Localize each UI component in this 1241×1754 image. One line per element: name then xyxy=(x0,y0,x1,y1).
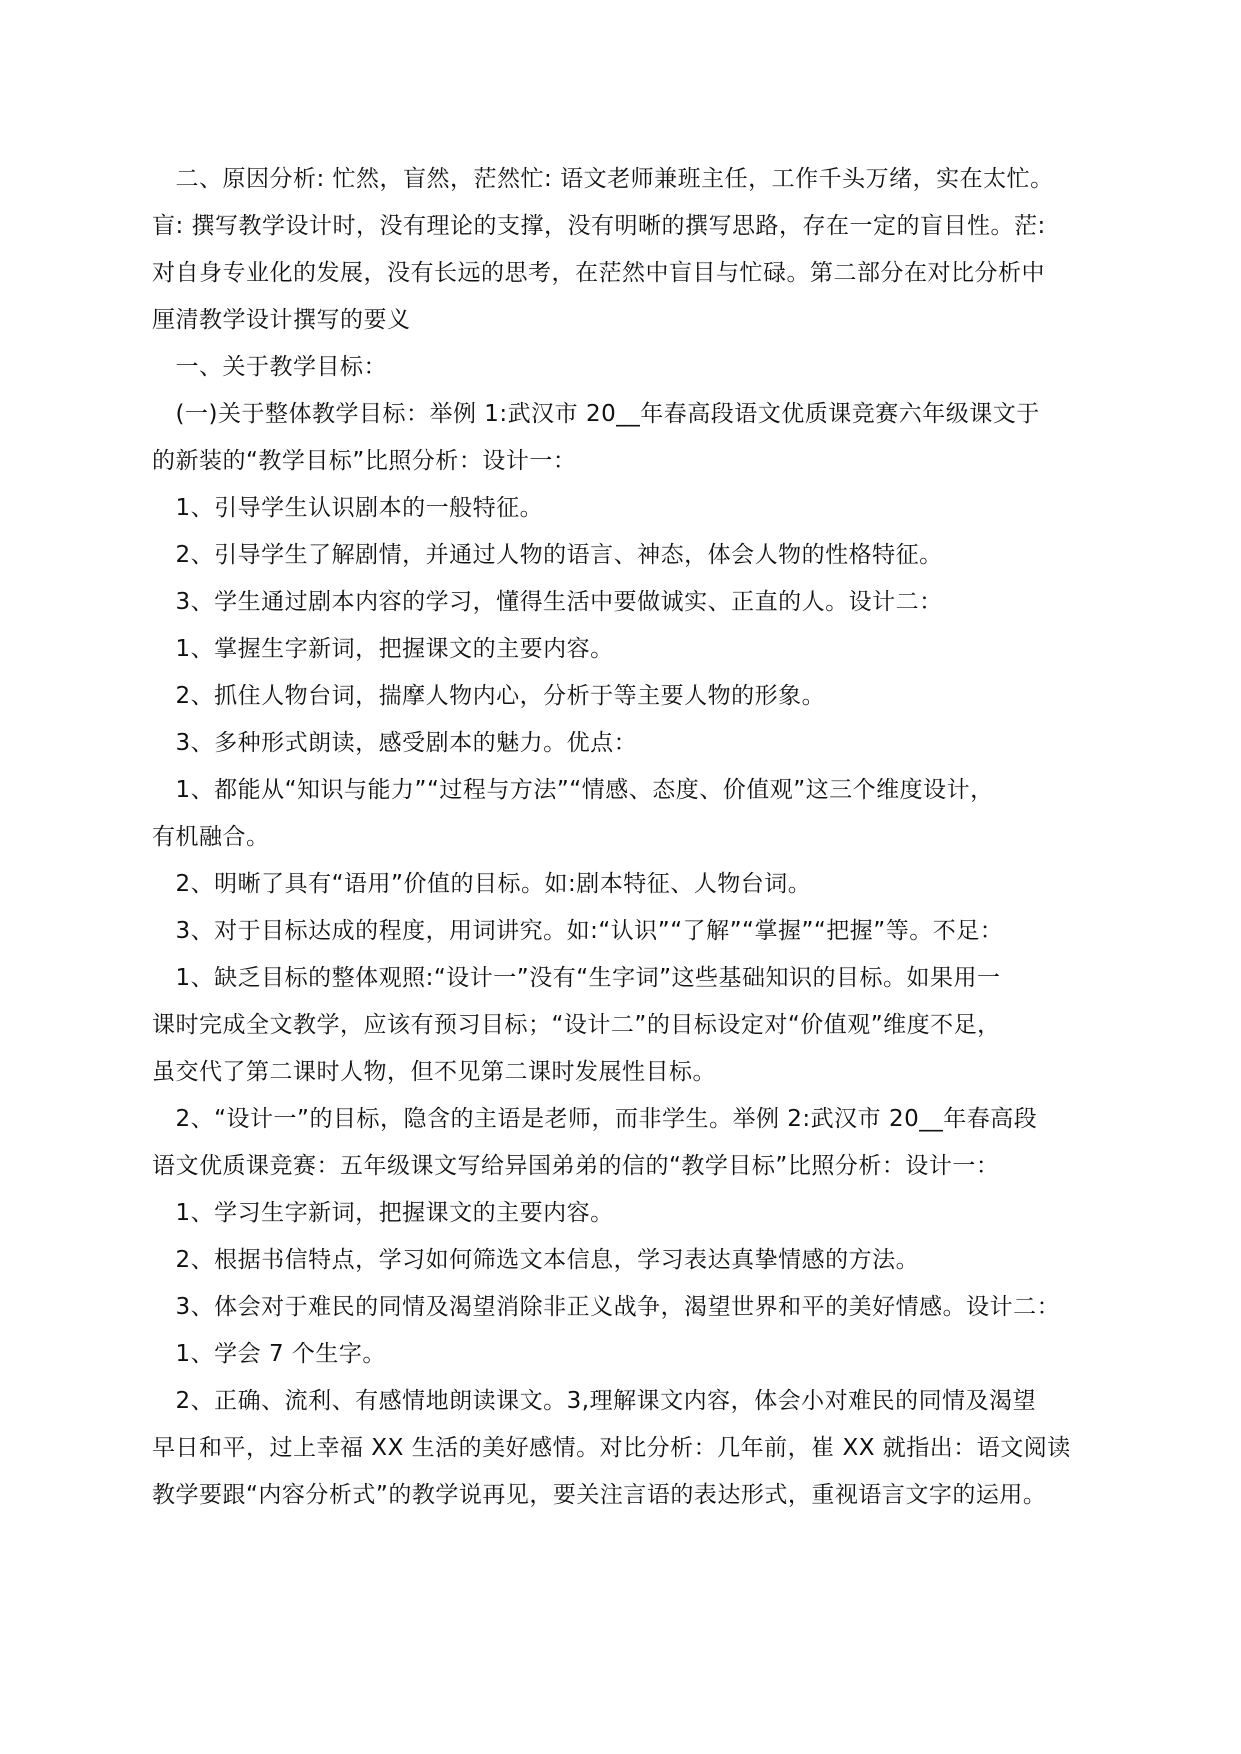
paragraph-line: 虽交代了第二课时人物，但不见第二课时发展性目标。 xyxy=(152,1059,716,1085)
paragraph-line: 的新装的“教学目标”比照分析：设计一： xyxy=(152,448,577,474)
paragraph-line: 课时完成全文教学，应该有预习目标；“设计二”的目标设定对“价值观”维度不足， xyxy=(152,1012,1001,1038)
paragraph-line: 盲: 撰写教学设计时，没有理论的支撑，没有明晰的撰写思路，存在一定的盲目性。茫: xyxy=(152,213,1046,239)
paragraph-line: 早日和平，过上幸福 XX 生活的美好感情。对比分析：几年前，崔 XX 就指出：语文阅读 xyxy=(152,1435,1071,1461)
paragraph-line: 对自身专业化的发展，没有长远的思考，在茫然中盲目与忙碌。第二部分在对比分析中 xyxy=(152,260,1045,286)
list-item: 3、多种形式朗读，感受剧本的魅力。优点： xyxy=(152,730,638,756)
list-item: 3、学生通过剧本内容的学习，懂得生活中要做诚实、正直的人。设计二： xyxy=(152,589,943,615)
list-item: 1、缺乏目标的整体观照:“设计一”没有“生字词”这些基础知识的目标。如果用一 xyxy=(152,965,1001,991)
list-item: 2、明晰了具有“语用”价值的目标。如:剧本特征、人物台词。 xyxy=(152,871,812,897)
list-item: 3、体会对于难民的同情及渴望消除非正义战争，渴望世界和平的美好情感。设计二： xyxy=(152,1294,1061,1320)
list-item: 2、抓住人物台词，揣摩人物内心，分析于等主要人物的形象。 xyxy=(152,683,826,709)
paragraph-line: 二、原因分析: 忙然，盲然，茫然忙: 语文老师兼班主任，工作千头万绪，实在太忙。 xyxy=(152,166,1054,192)
paragraph-line: 语文优质课竞赛：五年级课文写给异国弟弟的信的“教学目标”比照分析：设计一： xyxy=(152,1153,1000,1179)
list-item: 3、对于目标达成的程度，用词讲究。如:“认识”“了解”“掌握”“把握”等。不足： xyxy=(152,918,1004,944)
document-body xyxy=(152,156,1089,1519)
list-item: 2、根据书信特点，学习如何筛选文本信息，学习表达真挚情感的方法。 xyxy=(152,1247,920,1273)
paragraph-line: 有机融合。 xyxy=(152,824,270,850)
list-item: 2、正确、流利、有感情地朗读课文。3,理解课文内容，体会小对难民的同情及渴望 xyxy=(152,1388,1037,1414)
list-item: 2、“设计一”的目标，隐含的主语是老师，而非学生。举例 2:武汉市 20__年春高段 xyxy=(152,1106,1038,1132)
paragraph-line: 教学要跟“内容分析式”的教学说再见，要关注言语的表达形式，重视语言文字的运用。 xyxy=(152,1482,1047,1508)
list-item: 1、学习生字新词，把握课文的主要内容。 xyxy=(152,1200,614,1226)
paragraph-line: 厘清教学设计撰写的要义 xyxy=(152,307,411,333)
paragraph-line: (一)关于整体教学目标：举例 1:武汉市 20__年春高段语文优质课竞赛六年级课文于 xyxy=(152,401,1040,427)
list-item: 1、学会 7 个生字。 xyxy=(152,1341,386,1367)
list-item: 1、都能从“知识与能力”“过程与方法”“情感、态度、价值观”这三个维度设计， xyxy=(152,777,994,803)
list-item: 1、掌握生字新词，把握课文的主要内容。 xyxy=(152,636,614,662)
list-item: 2、引导学生了解剧情，并通过人物的语言、神态，体会人物的性格特征。 xyxy=(152,542,943,568)
section-heading: 一、关于教学目标： xyxy=(152,354,387,380)
list-item: 1、引导学生认识剧本的一般特征。 xyxy=(152,495,544,521)
